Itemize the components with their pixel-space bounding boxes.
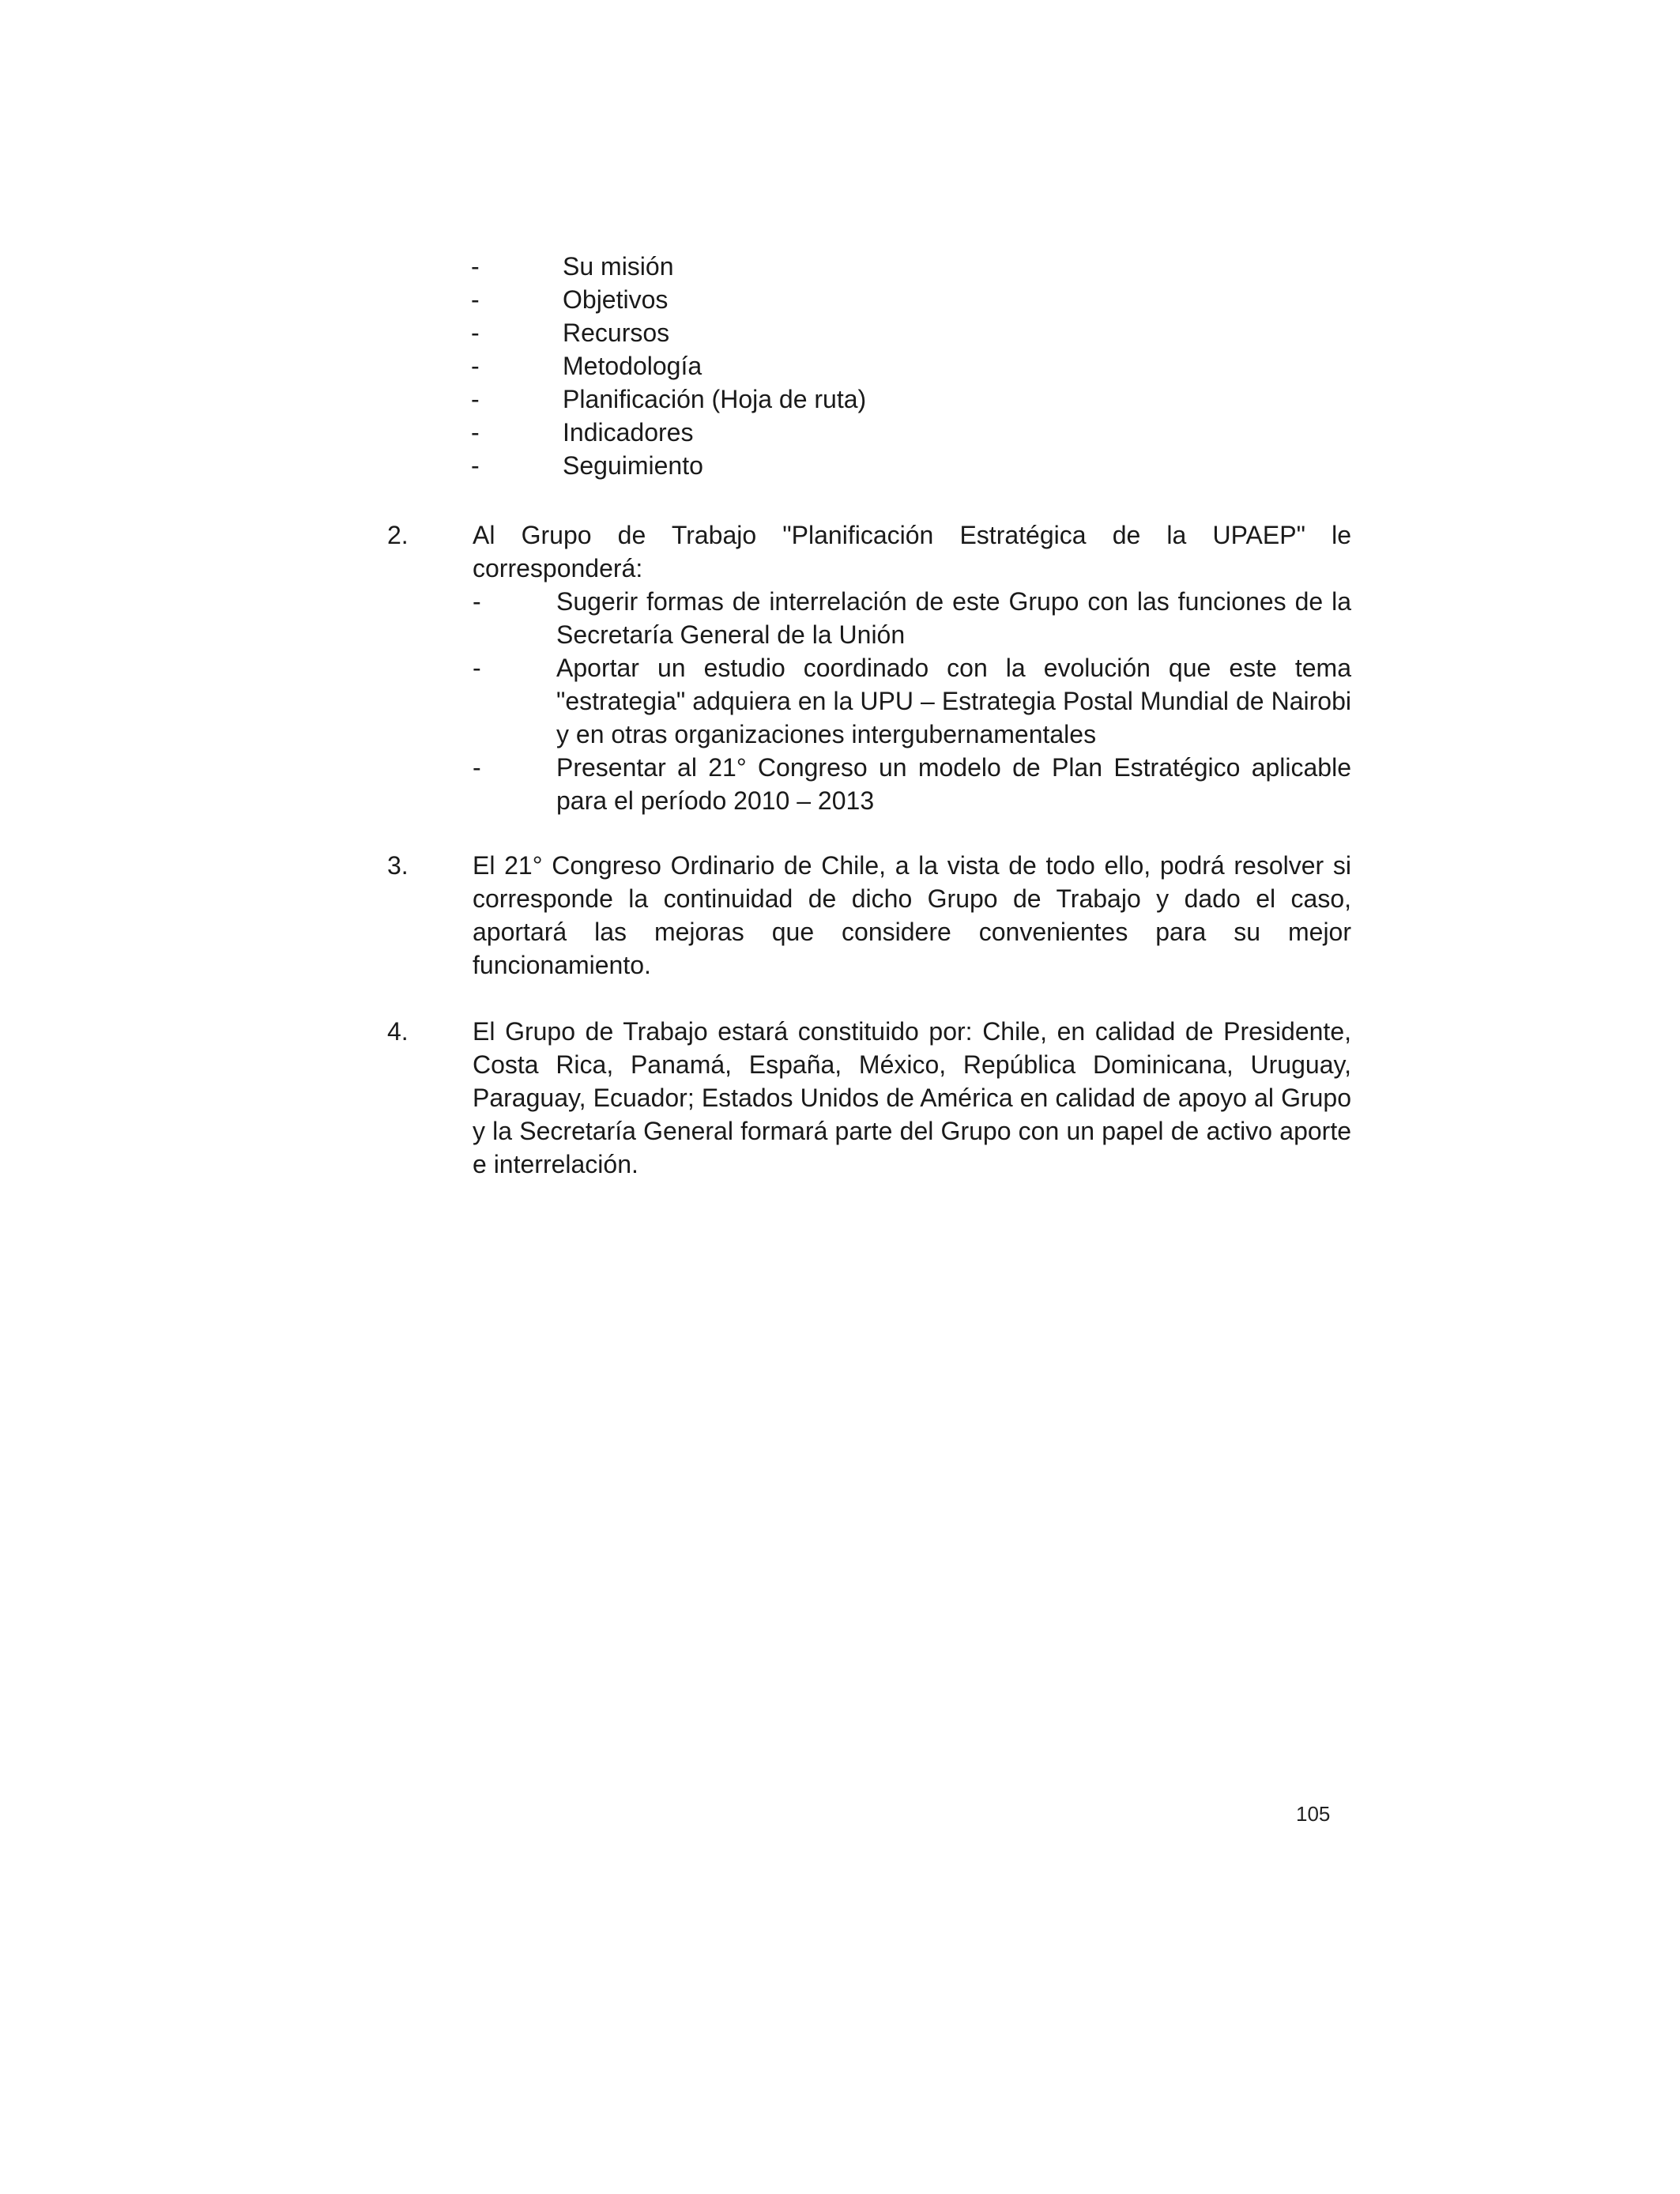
list-dash: -	[473, 654, 481, 682]
list-item-text: Metodología	[563, 352, 703, 380]
page-number: 105	[1296, 1802, 1331, 1826]
list-item	[473, 751, 1351, 817]
responsibilities-list	[473, 585, 1351, 817]
list-item-text: Sugerir formas de interrelación de este Grupo con las funciones de la Secretaría General de la Unión	[556, 587, 1351, 649]
list-item-text: Presentar al 21° Congreso un modelo de Plan Estratégico aplicable para el período 2010 – 2013	[556, 753, 1351, 815]
list-item-text: Recursos	[563, 319, 670, 347]
paragraph-number: 3.	[387, 851, 409, 880]
list-item	[471, 349, 1419, 383]
list-dash: -	[471, 451, 480, 480]
list-item	[471, 383, 1419, 416]
list-dash: -	[471, 252, 480, 281]
list-dash: -	[471, 418, 480, 447]
objectives-list	[471, 250, 1419, 482]
list-dash: -	[471, 352, 480, 380]
paragraph-body	[473, 1015, 1351, 1181]
list-item	[473, 651, 1351, 751]
list-item	[471, 416, 1419, 449]
paragraph-text: El Grupo de Trabajo estará constituido por: Chile, en calidad de Presidente, Costa Rica, Panamá, España, México, República Dominicana, Uruguay, Paraguay, Ecuador; Estados Unidos de América en calidad de apoyo al Grupo y la Secretaría General formará parte del Grupo con un papel de activo aporte e interrelación.	[473, 1017, 1351, 1178]
list-dash: -	[473, 753, 481, 782]
list-dash: -	[471, 385, 480, 413]
list-item	[471, 250, 1419, 283]
numbered-paragraph-2	[387, 518, 1351, 817]
list-dash: -	[471, 319, 480, 347]
list-item-text: Planificación (Hoja de ruta)	[563, 385, 867, 413]
paragraph-text: El 21° Congreso Ordinario de Chile, a la vista de todo ello, podrá resolver si corresponde la continuidad de dicho Grupo de Trabajo y dado el caso, aportará las mejoras que considere convenientes para su mejor funcionamiento.	[473, 851, 1351, 979]
list-item	[473, 585, 1351, 651]
list-dash: -	[473, 587, 481, 616]
list-item-text: Seguimiento	[563, 451, 703, 480]
list-item-text: Indicadores	[563, 418, 694, 447]
numbered-paragraph-4	[387, 1015, 1351, 1181]
paragraph-text: Al Grupo de Trabajo "Planificación Estratégica de la UPAEP" le corresponderá:	[473, 521, 1351, 582]
list-item	[471, 316, 1419, 349]
numbered-paragraph-3	[387, 849, 1351, 982]
paragraph-number: 4.	[387, 1017, 409, 1046]
list-dash: -	[471, 285, 480, 314]
list-item-text: Aportar un estudio coordinado con la evolución que este tema "estrategia" adquiera en la UPU – Estrategia Postal Mundial de Nairobi y en otras organizaciones intergubernamentales	[556, 654, 1351, 748]
list-item-text: Objetivos	[563, 285, 669, 314]
list-item-text: Su misión	[563, 252, 674, 281]
paragraph-body	[473, 849, 1351, 982]
paragraph-number: 2.	[387, 521, 409, 549]
paragraph-body	[473, 518, 1351, 817]
list-item	[471, 283, 1419, 316]
list-item	[471, 449, 1419, 482]
